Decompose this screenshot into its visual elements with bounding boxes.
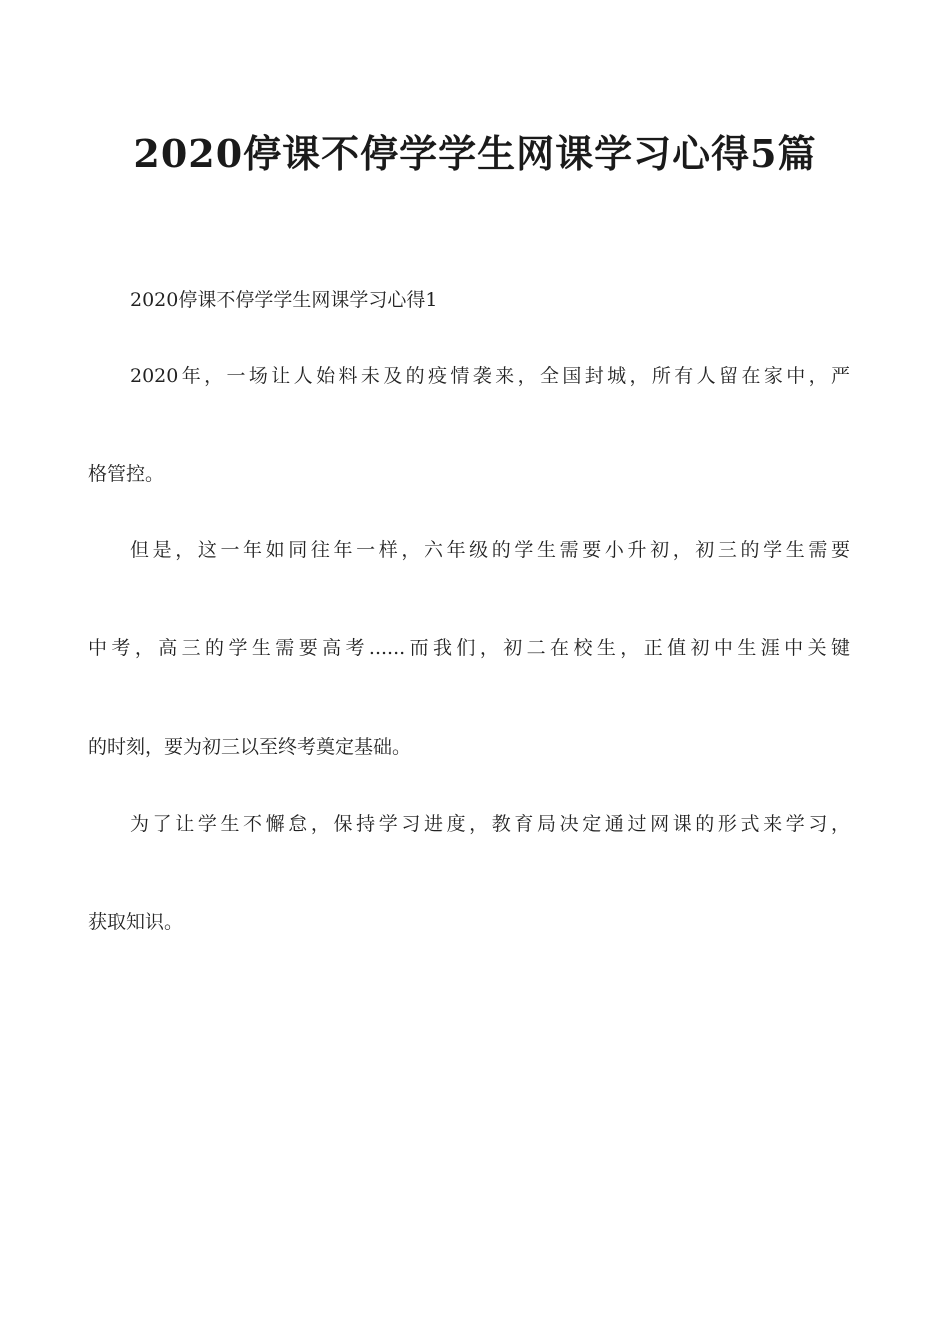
- paragraph-3-line-2: 获取知识。: [88, 911, 184, 933]
- paragraph-1-line-1: 2020年，一场让人始料未及的疫情袭来，全国封城，所有人留在家中，严: [130, 365, 850, 387]
- document-title: 2020停课不停学学生网课学习心得5篇: [133, 131, 817, 176]
- paragraph-1-line-2: 格管控。: [88, 463, 165, 485]
- paragraph-2-line-3: 的时刻，要为初三以至终考奠定基础。: [88, 736, 412, 758]
- paragraph-3-line-1: 为了让学生不懈怠，保持学习进度，教育局决定通过网课的形式来学习，: [130, 813, 850, 835]
- paragraph-2-line-1: 但是，这一年如同往年一样，六年级的学生需要小升初，初三的学生需要: [130, 539, 850, 561]
- paragraph-2-line-2: 中考，高三的学生需要高考......而我们，初二在校生，正值初中生涯中关键: [88, 637, 850, 659]
- section-heading: 2020停课不停学学生网课学习心得1: [130, 289, 438, 311]
